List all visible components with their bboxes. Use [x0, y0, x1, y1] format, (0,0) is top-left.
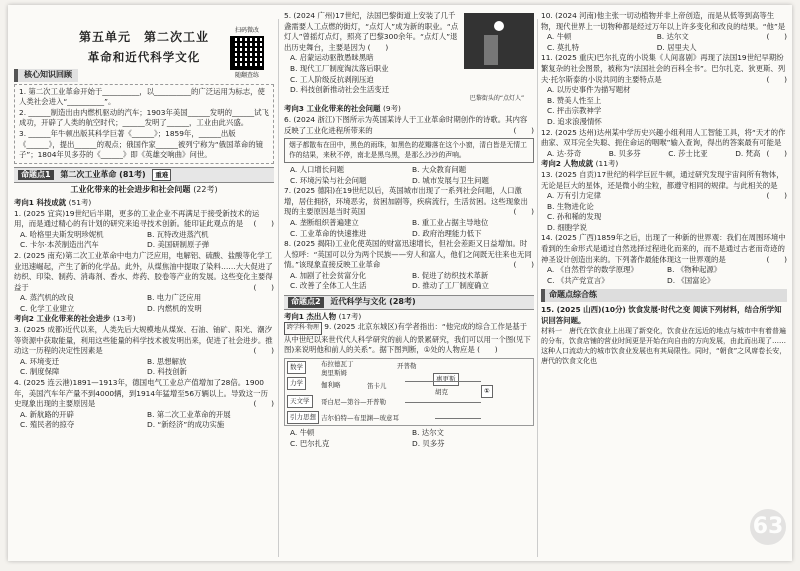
column-right — [541, 11, 787, 557]
question-5 — [284, 11, 534, 102]
question-stem: 8. (2025 揭阳)工业化使英国的财富迅速增长，但社会差距又日益增加。时人惊呼：“英国可以分为两个民族——穷人和富人，他们之间既无往来也无同情。”该现象直接反映工业革命 — [284, 239, 532, 270]
question-11 — [541, 53, 787, 127]
kaoxiang-heading — [284, 104, 534, 115]
core-item: 2. ______制造出由内燃机驱动的汽车；1903年美国______发明的______试飞成功，开辟了人类的航空时代；______发明了______，工业由此兴盛。 — [19, 107, 269, 128]
option-b[interactable]: B. 达尔文 — [656, 32, 689, 42]
kaoxiang-heading — [284, 312, 534, 323]
cross-subject-tag: 跨学科·物理 — [284, 322, 322, 335]
proposition-tag: 命题点1 — [18, 170, 54, 181]
option-b[interactable]: B. 促进了纺织技术革新 — [412, 270, 489, 280]
answer-blank[interactable]: ( ) — [477, 345, 498, 355]
kaoxiang-count: (11考) — [595, 159, 619, 169]
answer-blank[interactable]: ( ) — [253, 219, 274, 229]
answer-blank[interactable]: ( ) — [766, 74, 787, 84]
question-7 — [284, 186, 534, 239]
question-stem: 2. (2025 南充)第二次工业革命中电力广泛应用，电解铝、硫酸、盐酸等化学工业迅速崛起，产生了新的化学品。此外，从煤焦油中提取了染料……大大促进了纺织、印染、制药、消毒剂、香水、炸药、胶卷等产业的发展。这些变化主要得益于 — [14, 250, 273, 292]
kaoxiang-count: (13考) — [113, 314, 136, 324]
diagram-arrow — [405, 381, 481, 382]
option-c[interactable]: C. 制度保障 — [20, 367, 60, 377]
option-c[interactable]: C. 化学工业建立 — [20, 303, 75, 313]
kaoxiang-title: 工业化带来的社会问题 — [306, 104, 381, 114]
lamplighter-figure-icon — [484, 35, 498, 65]
kaoxiang-title: 杰出人物 — [306, 311, 337, 321]
question-8 — [284, 239, 534, 292]
question-1 — [14, 209, 274, 251]
option-d[interactable]: D. 推动了工厂制度确立 — [412, 281, 489, 291]
option-d[interactable]: D. “新经济”的成功实施 — [147, 420, 225, 430]
question-stem: 1. (2025 宜宾)19世纪后半期，更多的工业企业不再满足于接受新技术的运用，而是通过精心的有计划的研究来追寻技术创新。能印证此观点的是 — [14, 208, 260, 229]
option-c[interactable]: C. 工业革命的快速推进 — [290, 228, 367, 238]
proposition-point-2-header — [284, 295, 534, 310]
option-c[interactable]: C. 孙和稀的发现 — [547, 212, 602, 222]
kaoxiang-label: 考向2 — [541, 159, 561, 169]
subtopic-title: 工业化带来的社会进步和社会问题 — [70, 185, 191, 195]
option-b[interactable]: B. 达尔文 — [412, 428, 444, 438]
question-stem: 14. (2025 广西)1859年之后，出现了一种新的世界观：我们在周围环境中看到的生命形式是通过自然选择过程进化而来的，而不是通过古老而奇迹的神圣设计创造出来的。下列著作最能体现这一世界观的是 — [541, 233, 786, 264]
option-d[interactable]: D. 美国研制原子弹 — [147, 240, 210, 250]
option-a[interactable]: A. 《自然哲学的数学原理》 — [547, 265, 638, 275]
answer-blank[interactable]: ( ) — [513, 207, 534, 217]
option-d[interactable]: D. 居里夫人 — [656, 42, 697, 52]
option-d[interactable]: D. 细胞学说 — [547, 222, 587, 232]
kaoxiang-title: 工业化带来的社会进步 — [36, 314, 111, 324]
question-2 — [14, 251, 274, 315]
qr-label-top: 扫码微改 — [234, 27, 259, 34]
option-c[interactable]: C. 莎士比亚 — [668, 148, 708, 158]
diagram-node: 惠更斯 — [433, 373, 459, 386]
question-4 — [14, 378, 274, 431]
option-b[interactable]: B. 瓦特改进蒸汽机 — [147, 229, 209, 239]
photo-caption: 巴黎街头的“点灯人” — [469, 94, 525, 102]
diagram-target-node: ① — [481, 385, 493, 398]
question-15 — [541, 305, 787, 366]
subtopic-count: (22考) — [193, 185, 218, 195]
answer-blank[interactable]: ( ) — [253, 282, 274, 292]
option-b[interactable]: B. 思想解放 — [147, 356, 187, 366]
option-a[interactable]: A. 环境变迁 — [20, 356, 60, 366]
option-a[interactable]: A. 以历史事件为描写题材 — [547, 85, 631, 95]
option-c[interactable]: C. 《共产党宣言》 — [547, 275, 609, 285]
question-13 — [541, 170, 787, 234]
proposition-tag: 命题点2 — [288, 297, 324, 308]
option-d[interactable]: D. 贝多芬 — [412, 438, 445, 448]
street-lamp-icon — [494, 21, 504, 31]
column-divider — [278, 19, 279, 557]
option-a[interactable]: A. 垄断组织普遍建立 — [290, 217, 359, 227]
answer-blank[interactable]: ( ) — [513, 125, 534, 135]
question-stem: 7. (2025 德阳)在19世纪以后，英国城市出现了一系列社会问题，人口激增，居住拥挤，环境恶劣，贫困加剧等，疾病流行，生活贫困。这些现象出现的主要原因是当时英国 — [284, 186, 528, 217]
kaoxiang-title: 科技成就 — [36, 197, 67, 207]
core-item: 1. 第二次工业革命开始于__________，以__________的广泛运用为标志，使人类社会进入“__________”。 — [19, 86, 265, 107]
diagram-node: 伽利略 — [321, 381, 341, 390]
option-b[interactable]: B. 重工业占据主导地位 — [412, 217, 489, 227]
answer-blank[interactable]: ( ) — [253, 399, 274, 409]
option-a[interactable]: A. 万有引力定律 — [547, 191, 601, 201]
column-middle — [284, 11, 534, 557]
option-b[interactable]: B. 贝多芬 — [608, 148, 641, 158]
diagram-node: 哥白尼—第谷—开普勒 — [321, 398, 386, 407]
option-a[interactable]: A. 启蒙运动驱散愚昧黑暗 — [290, 53, 374, 63]
question-14 — [541, 233, 787, 286]
option-d[interactable]: D. 追求浪漫情怀 — [547, 116, 602, 126]
question-stem: 9. (2025 北京东城区)有学者指出：“他完成的综合工作是基于从中世纪以来世代代人科学研究的前人的景累研究，我们可以用一个图(见下图)来说明他和前人的关系”。据下图判断，①处的人物应是 — [284, 322, 531, 355]
qr-label-bottom: 随翻查练 — [234, 72, 259, 79]
core-item: 3. ______年牛顿出版其科学巨著《______》；1859年，______出版《______》，提出______的观点；俄国作家______被列宁称为“俄国革命的镜子”；1804年贝多芬的《______》即《英雄交响曲》问世。 — [19, 128, 264, 160]
subtopic-heading — [14, 185, 274, 196]
kaoxiang-heading — [14, 198, 274, 209]
diagram-row-label: 力学 — [287, 377, 306, 390]
poem-quote: 烟子都散布在田中，黑色的雨珠，如黑色的花瓣落在这个小窗，清白皆是无情工作的结果，来秋不停，南北是黑乌黑，是那么沙沙的声响。 — [284, 138, 534, 163]
kaoxiang-count: (51考) — [68, 197, 92, 207]
answer-blank[interactable]: ( ) — [766, 191, 787, 201]
question-stem: 5. (2024 广州)17世纪，法国巴黎街道上安装了几千盏需要人工点燃的街灯，“点灯人”成为新的职业。“点灯人”曾摇灯点灯，照亮了巴黎300余年。“点灯人”退出历史舞台，主要是因为 — [284, 11, 459, 52]
question-12 — [541, 128, 787, 160]
option-a[interactable]: A. 人口增长问题 — [290, 164, 344, 174]
synthesis-heading: 命题点综合练 — [541, 289, 787, 302]
answer-blank[interactable]: ( ) — [513, 260, 534, 270]
option-a[interactable]: A. 牛顿 — [290, 428, 315, 438]
qr-code-icon[interactable] — [230, 36, 264, 70]
kaoxiang-count: (9考) — [383, 104, 401, 114]
kaoxiang-count: (17考) — [338, 311, 362, 321]
option-b[interactable]: B. 《物种起源》 — [667, 265, 722, 275]
answer-blank[interactable]: ( ) — [253, 346, 274, 356]
proposition-count: (81考) — [119, 169, 146, 179]
option-c[interactable]: C. 巴尔扎克 — [290, 438, 330, 448]
question-9 — [284, 322, 534, 449]
kaoxiang-heading — [14, 314, 274, 325]
kaoxiang-label: 考向3 — [284, 104, 304, 114]
question-stem: 12. (2025 达州)达州某中学历史兴趣小组利用人工智能工具，将“天才的作曲家、双耳完全失聪、扼住命运的咽喉”输入查询，得出的答案最有可能是 — [541, 127, 786, 148]
option-c[interactable]: C. 莫扎特 — [547, 42, 580, 52]
question-stem: 11. (2025 重庆)巴尔扎克的小说集《人间喜剧》再现了法国19世纪早期纷繁复杂的社会图景，被称为“法国社会的百科全书”。巴尔扎克、狄更斯、列夫·托尔斯泰的小说共同的主要特点是 — [541, 53, 786, 84]
question-stem: 3. (2025 成都)近代以来，人类先后大规模地从煤炭、石油、铀矿、阳光、潮汐等资源中获取能量，利用这些能量的科学技术被发明出来，促进了社会进步。推动这一历程的决定性因素是 — [14, 325, 273, 356]
kaoxiang-label: 考向1 — [14, 197, 34, 207]
question-stem: 13. (2025 自贡)17世纪的科学巨匠牛顿，通过研究发现宇宙间所有物体，无论是巨大的星体，还是微小的尘粒，都遵守相同的规律。与此相关的是 — [541, 169, 784, 190]
diagram-node: 笛卡儿 — [367, 382, 387, 391]
answer-blank[interactable]: ( ) — [766, 254, 787, 264]
diagram-node: 开普勒 — [397, 362, 417, 371]
question-10 — [541, 11, 787, 53]
option-d[interactable]: D. 科技创新 — [147, 367, 187, 377]
material-text: 材料一 唐代在饮食业上出现了新变化，饮食业在远近的地点与城市中有着普遍的分布，饮食店铺的营业时间更是开始在向自由的方向发展，由此而出现了……这种人口流动大的城市饮食业发展也有其局限性。同时，“朝食”之风席卷长安，唐代的饮食文化也 — [541, 327, 787, 366]
option-c[interactable]: C. 抨击宗教神学 — [547, 106, 602, 116]
core-knowledge-heading: 核心知识回顾 — [14, 69, 78, 82]
kaoxiang-label: 考向1 — [284, 311, 304, 321]
influence-diagram — [284, 358, 534, 426]
option-d[interactable]: D. 政府治理能力低下 — [412, 228, 482, 238]
option-d[interactable]: D. 梵高 — [735, 148, 761, 158]
question-6 — [284, 115, 534, 186]
option-a[interactable]: A. 达·芬奇 — [547, 148, 582, 158]
kaoxiang-heading — [541, 159, 787, 170]
option-b[interactable]: B. 生物进化论 — [547, 201, 594, 211]
diagram-row-label: 天文学 — [287, 395, 313, 408]
kaoxiang-title: 人物成就 — [563, 159, 594, 169]
answer-blank[interactable]: ( ) — [766, 148, 787, 158]
option-a[interactable]: A. 新航路的开辟 — [20, 409, 74, 419]
option-c[interactable]: C. 环境污染与社会问题 — [290, 175, 367, 185]
unit-title-line2: 革命和近代科学文化 — [87, 50, 201, 64]
option-d[interactable]: D. 城市发展与卫生问题 — [412, 175, 489, 185]
page-number-badge: 63 — [750, 509, 786, 545]
option-b[interactable]: B. 大众教育问题 — [412, 164, 467, 174]
option-b[interactable]: B. 赞美人性至上 — [547, 95, 602, 105]
diagram-arrow — [435, 418, 481, 419]
workbook-page — [8, 5, 792, 561]
answer-blank[interactable]: ( ) — [766, 32, 787, 42]
diagram-arrow — [405, 402, 481, 403]
question-stem: 6. (2024 浙江)下图所示为英国某诗人于工业革命时期创作的诗歌。其内容反映了工业化进程所带来的 — [284, 114, 528, 135]
option-d[interactable]: D. 科技创新推动社会生活变迁 — [290, 85, 390, 95]
diagram-node: 布拉德瓦丁 — [321, 360, 354, 369]
question-3 — [14, 325, 274, 378]
option-b[interactable]: B. 电力广泛应用 — [147, 293, 202, 303]
question-stem: 4. (2025 连云港)1891—1913年，德国电气工业总产值增加了28倍。1900年，美国汽车年产量不到4000辆，到1914年猛增至56万辆以上。导致这一历史现象出现的主要原因是 — [14, 378, 268, 409]
option-a[interactable]: A. 牛顿 — [547, 32, 572, 42]
qr-code-block[interactable] — [220, 27, 274, 79]
diagram-node: 吉尔伯特—布里渊—玻意耳 — [321, 414, 399, 423]
key-badge: 重难 — [152, 169, 171, 182]
option-b[interactable]: B. 现代工厂制度淘汰落后职业 — [290, 63, 389, 73]
diagram-row-label: 引力思想 — [287, 411, 319, 424]
option-d[interactable]: D. 内燃机的发明 — [147, 303, 202, 313]
proposition-title: 近代科学与文化 — [330, 297, 387, 307]
answer-blank[interactable]: ( ) — [367, 42, 389, 52]
diagram-node: 奥里斯姆 — [321, 369, 347, 378]
option-d[interactable]: D. 《国富论》 — [667, 275, 715, 285]
column-divider — [537, 19, 538, 557]
option-c[interactable]: C. 改善了全体工人生活 — [290, 281, 367, 291]
option-a[interactable]: A. 蒸汽机的改良 — [20, 293, 74, 303]
diagram-row-label: 数学 — [287, 361, 306, 374]
option-c[interactable]: C. 殖民者的掠夺 — [20, 420, 75, 430]
core-knowledge-box — [14, 84, 274, 164]
unit-title-line1: 第五单元 第二次工业 — [78, 30, 209, 44]
option-c[interactable]: C. 工人阶级反抗剥削压迫 — [290, 74, 374, 84]
question-stem: 10. (2024 河南)他主张一切动植物并非上帝创造，而是从低等到高等生物，现代世界上一切物种都是经过万年以上许多变化和改良的结果。“他”是 — [541, 11, 786, 31]
option-a[interactable]: A. 加剧了社会贫富分化 — [290, 270, 367, 280]
diagram-node: 胡克 — [435, 388, 448, 397]
lamplighter-photo — [464, 13, 534, 69]
option-b[interactable]: B. 第二次工业革命的开展 — [147, 409, 231, 419]
proposition-point-1-header — [14, 167, 274, 184]
option-a[interactable]: A. 哈格里夫斯发明珍妮机 — [20, 229, 104, 239]
proposition-title: 第二次工业革命 — [60, 169, 117, 179]
question-stem: 15. (2025 山西)(10分) 饮食发展·时代之变 阅读下列材料，结合所学知识回答问题。 — [541, 305, 782, 325]
kaoxiang-label: 考向2 — [14, 314, 34, 324]
option-c[interactable]: C. 卡尔·本茨制造出汽车 — [20, 240, 99, 250]
proposition-count: (28考) — [389, 297, 416, 307]
column-left — [14, 21, 274, 557]
